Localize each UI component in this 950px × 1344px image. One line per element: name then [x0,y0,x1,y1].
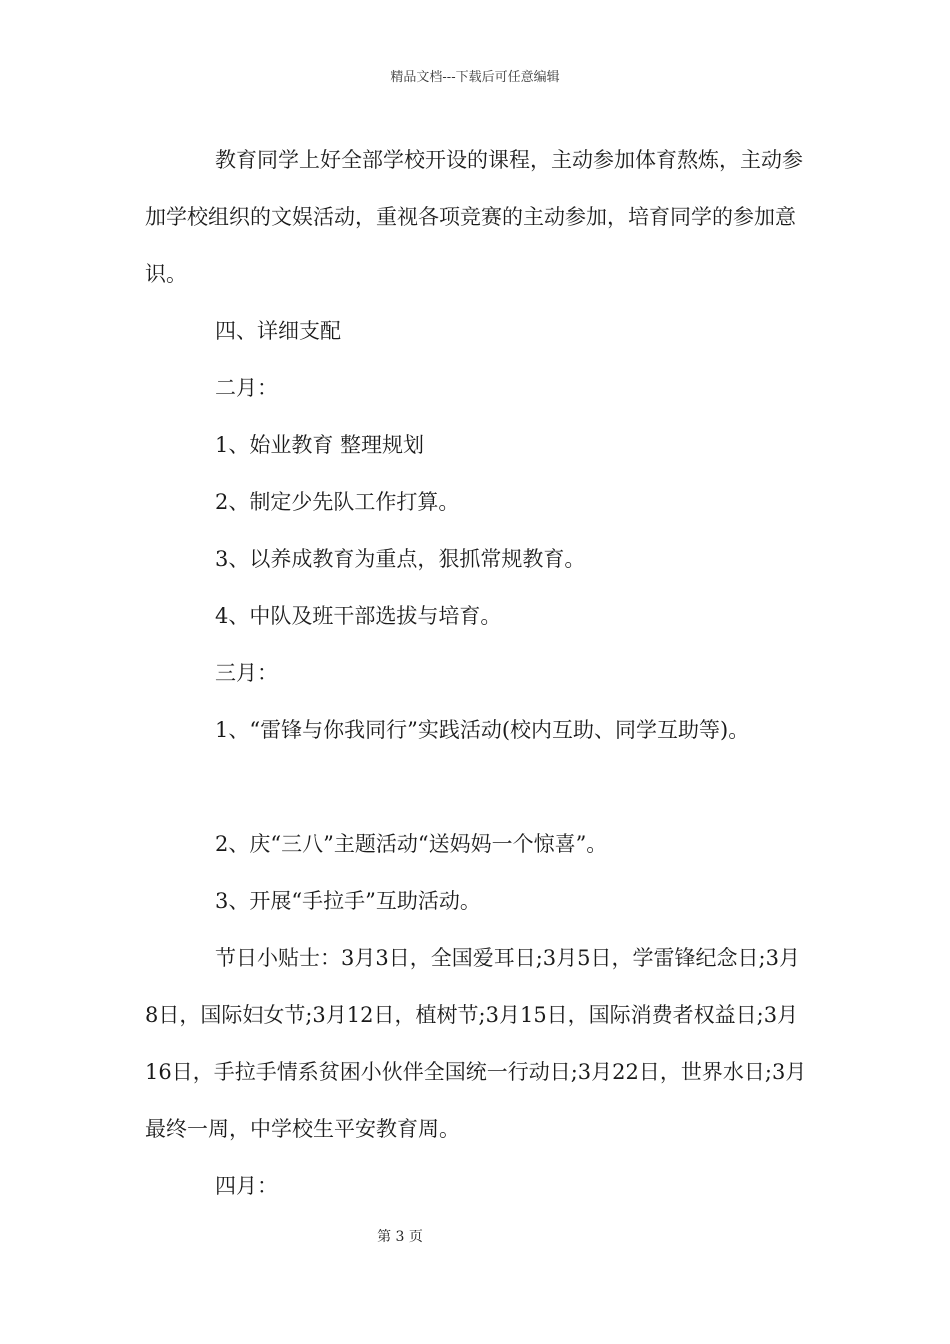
page-number: 第 3 页 [377,1229,423,1245]
document-body [145,132,807,1215]
list-item: 4、中队及班干部选拔与培育。 [215,604,502,628]
list-item: 1、始业教育 整理规划 [215,433,425,457]
blank-line [145,759,807,816]
list-item: 3、开展“手拉手”互助活动。 [215,889,481,913]
paragraph-education: 教育同学上好全部学校开设的课程，主动参加体育熬炼，主动参加学校组织的文娱活动，重视各项竞赛的主动参加，培育同学的参加意识。 [145,148,803,286]
list-item: 1、“雷锋与你我同行”实践活动(校内互助、同学互助等)。 [215,718,750,742]
month-heading-april: 四月： [215,1174,278,1198]
list-item: 3、以养成教育为重点，狠抓常规教育。 [215,547,586,571]
list-item: 2、制定少先队工作打算。 [215,490,460,514]
month-heading-february: 二月： [215,376,278,400]
section-heading-arrangement: 四、详细支配 [215,319,341,343]
list-item: 2、庆“三八”主题活动“送妈妈一个惊喜”。 [215,832,608,856]
month-heading-march: 三月： [215,661,278,685]
page-header: 精品文档---下载后可任意编辑 [390,70,560,85]
paragraph-holiday-tips: 节日小贴士：3月3日，全国爱耳日;3月5日，学雷锋纪念日;3月8日，国际妇女节;3月12日，植树节;3月15日，国际消费者权益日;3月16日，手拉手情系贫困小伙伴全国统一行动日;3月22日，世界水日;3月最终一周，中学校生平安教育周。 [145,946,807,1141]
